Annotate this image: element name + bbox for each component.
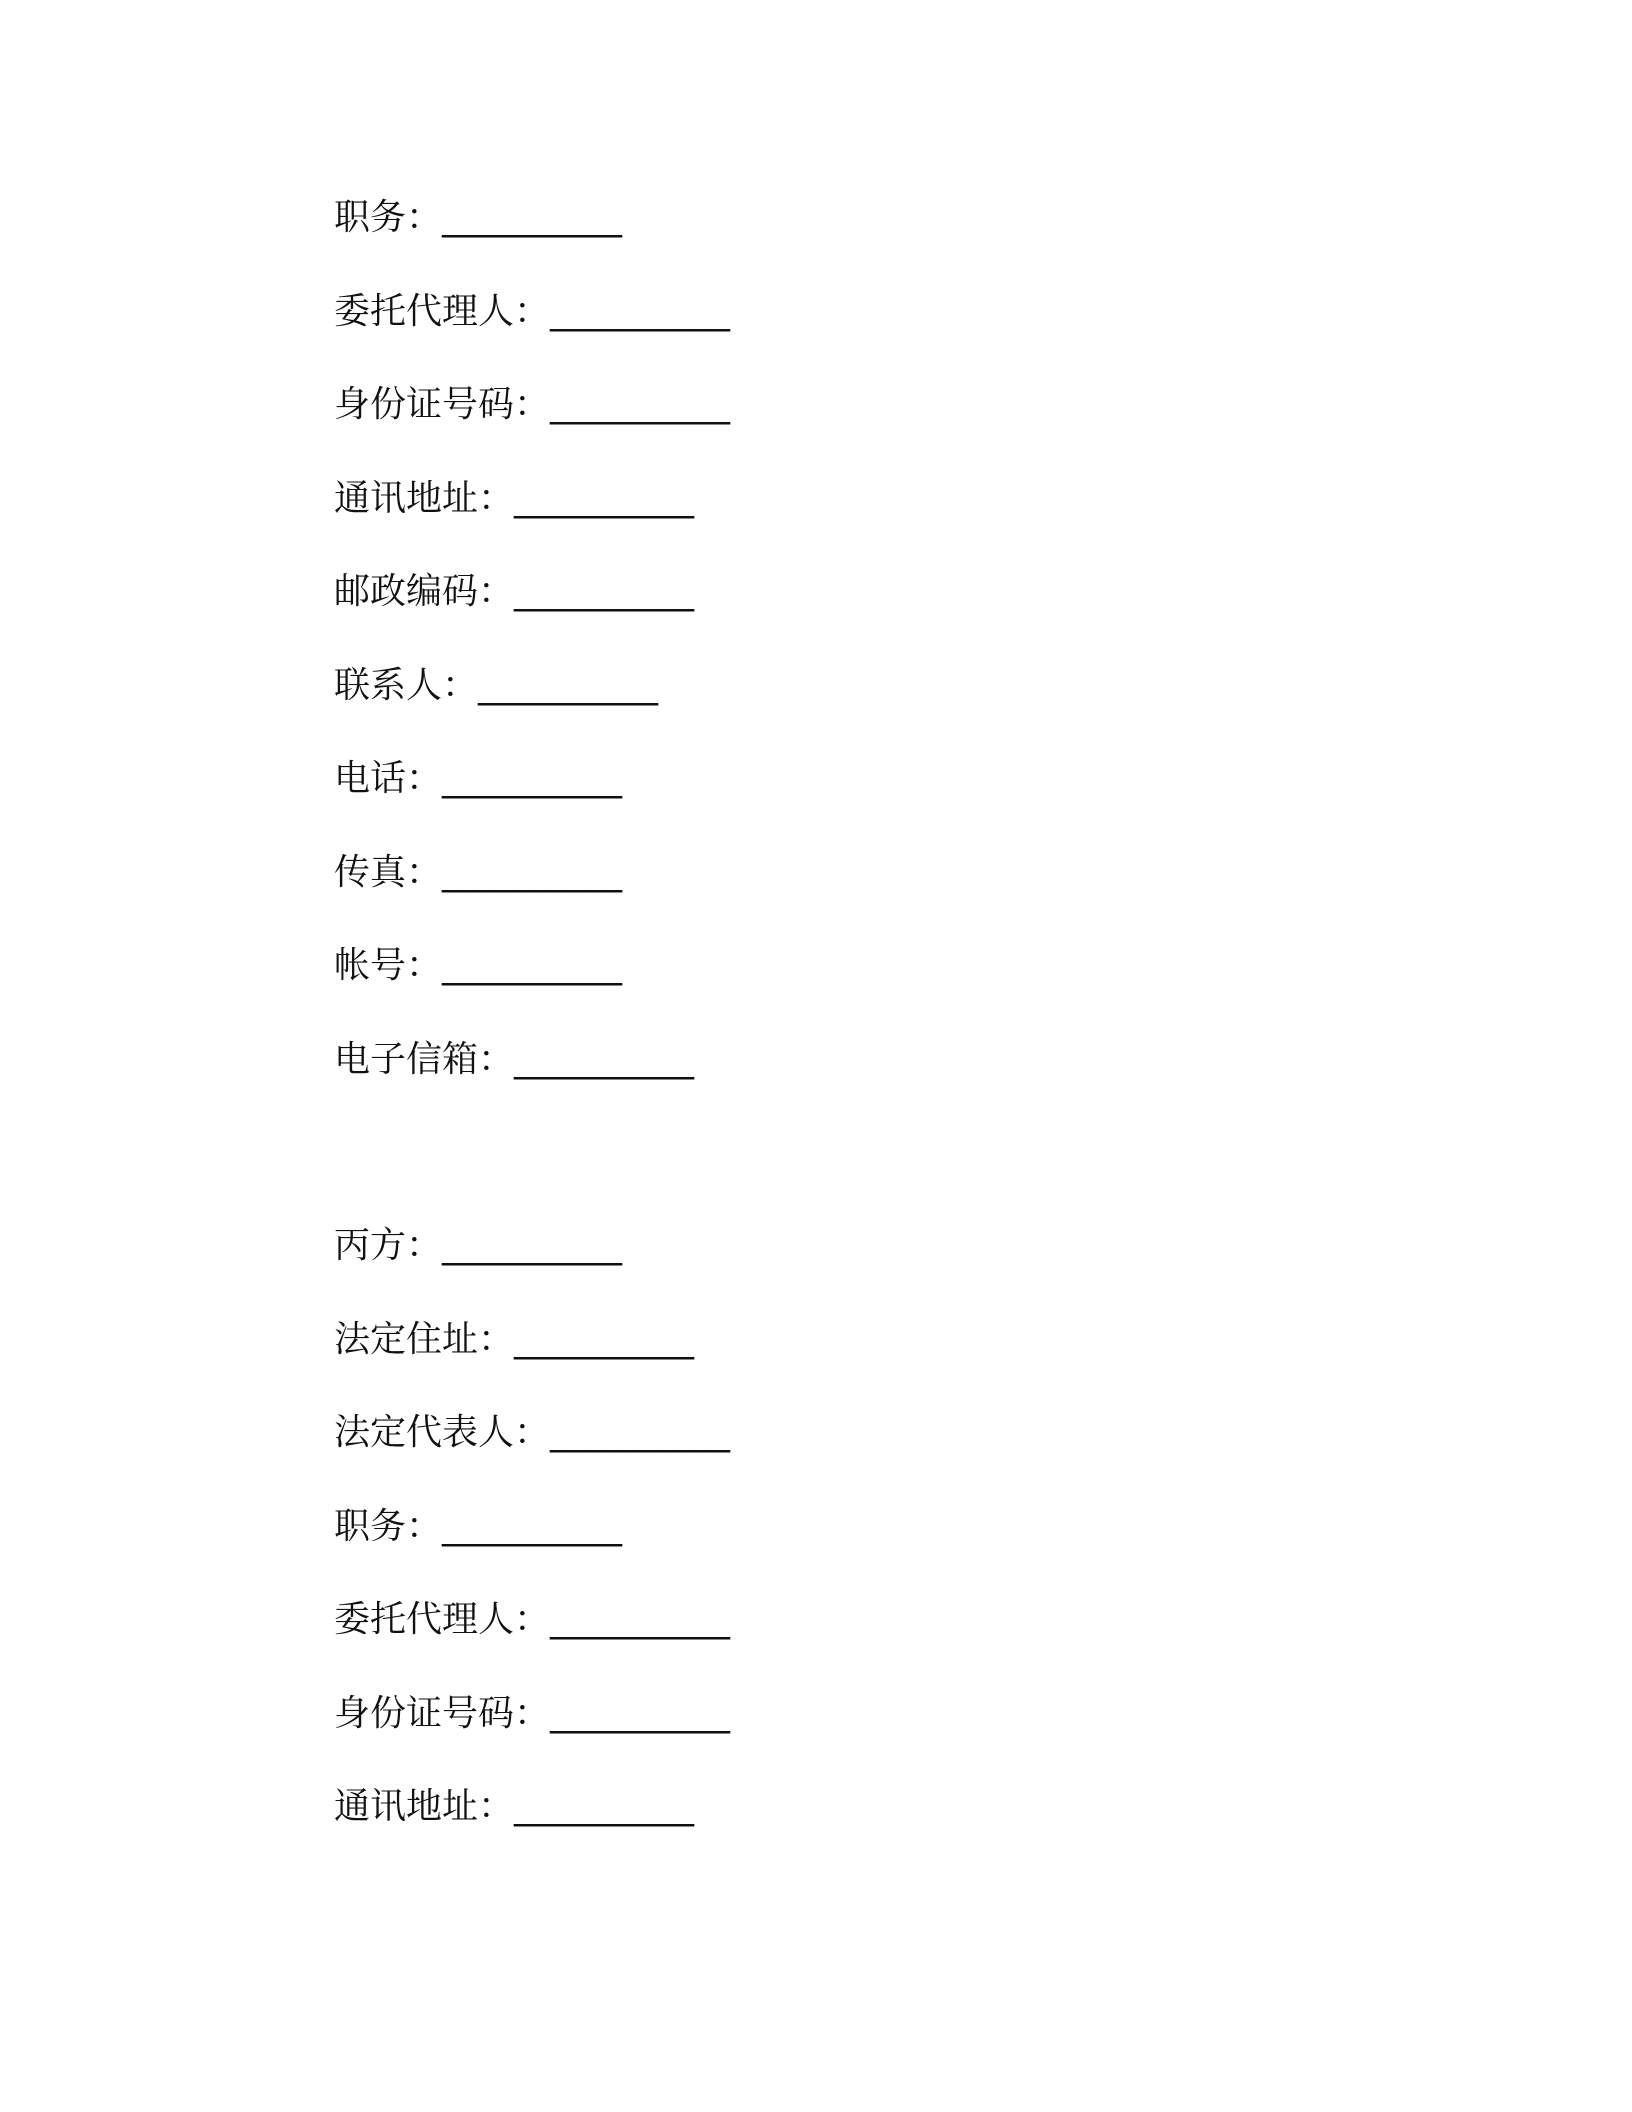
field-label: 联系人 xyxy=(334,664,443,706)
field-label: 委托代理人 xyxy=(334,290,515,332)
field-separator: ： xyxy=(478,1318,515,1360)
field-label: 传真 xyxy=(334,851,407,893)
field-phone xyxy=(334,739,730,833)
field-postal-code xyxy=(334,552,730,646)
fill-in-blank: __________ xyxy=(514,1038,695,1080)
field-separator: ： xyxy=(478,477,515,519)
fill-in-blank: __________ xyxy=(478,664,659,706)
field-separator: ： xyxy=(514,384,551,425)
fill-in-blank: __________ xyxy=(442,851,623,893)
field-separator: ： xyxy=(406,758,443,799)
field-separator: ： xyxy=(514,1412,551,1453)
fill-in-blank: __________ xyxy=(550,290,731,332)
field-separator: ： xyxy=(406,1505,443,1547)
field-label: 电子信箱 xyxy=(334,1038,479,1080)
fill-in-blank: __________ xyxy=(514,1318,695,1360)
field-mailing-address xyxy=(334,459,730,553)
field-separator: ： xyxy=(478,1786,515,1827)
field-id-number xyxy=(334,1674,730,1768)
field-id-number xyxy=(334,365,730,459)
field-party-c xyxy=(334,1206,730,1300)
field-fax xyxy=(334,833,730,927)
field-separator: ： xyxy=(478,571,515,612)
field-separator: ： xyxy=(514,1599,551,1640)
field-authorized-agent xyxy=(334,272,730,366)
field-separator: ： xyxy=(406,945,443,986)
field-label: 职务 xyxy=(334,197,407,238)
field-separator: ： xyxy=(478,1038,515,1080)
field-position xyxy=(334,178,730,272)
fill-in-blank: __________ xyxy=(442,1225,623,1266)
party-b-info-section xyxy=(334,178,730,1113)
field-separator: ： xyxy=(406,1225,443,1266)
fill-in-blank: __________ xyxy=(442,1505,623,1547)
field-separator: ： xyxy=(514,290,551,332)
field-position xyxy=(334,1487,730,1581)
field-label: 委托代理人 xyxy=(334,1599,515,1640)
fill-in-blank: __________ xyxy=(442,758,623,799)
fill-in-blank: __________ xyxy=(550,384,731,425)
fill-in-blank: __________ xyxy=(514,477,695,519)
field-account-number xyxy=(334,926,730,1020)
fill-in-blank: __________ xyxy=(514,571,695,612)
field-email xyxy=(334,1020,730,1114)
field-mailing-address xyxy=(334,1767,730,1861)
field-separator: ： xyxy=(406,197,443,238)
field-label: 法定住址 xyxy=(334,1318,479,1360)
field-separator: ： xyxy=(514,1692,551,1734)
party-c-info-section xyxy=(334,1206,730,1861)
fill-in-blank: __________ xyxy=(442,197,623,238)
field-label: 身份证号码 xyxy=(334,384,515,425)
field-label: 通讯地址 xyxy=(334,477,479,519)
fill-in-blank: __________ xyxy=(442,945,623,986)
field-label: 邮政编码 xyxy=(334,571,479,612)
field-label: 法定代表人 xyxy=(334,1412,515,1453)
field-label: 电话 xyxy=(334,758,407,799)
fill-in-blank: __________ xyxy=(550,1599,731,1640)
field-label: 身份证号码 xyxy=(334,1692,515,1734)
field-authorized-agent xyxy=(334,1580,730,1674)
field-legal-representative xyxy=(334,1393,730,1487)
field-separator: ： xyxy=(406,851,443,893)
fill-in-blank: __________ xyxy=(550,1412,731,1453)
field-legal-address xyxy=(334,1300,730,1394)
fill-in-blank: __________ xyxy=(514,1786,695,1827)
field-label: 帐号 xyxy=(334,945,407,986)
fill-in-blank: __________ xyxy=(550,1692,731,1734)
field-separator: ： xyxy=(442,664,479,706)
field-label: 职务 xyxy=(334,1505,407,1547)
field-label: 通讯地址 xyxy=(334,1786,479,1827)
field-contact-person xyxy=(334,646,730,740)
field-label: 丙方 xyxy=(334,1225,407,1266)
